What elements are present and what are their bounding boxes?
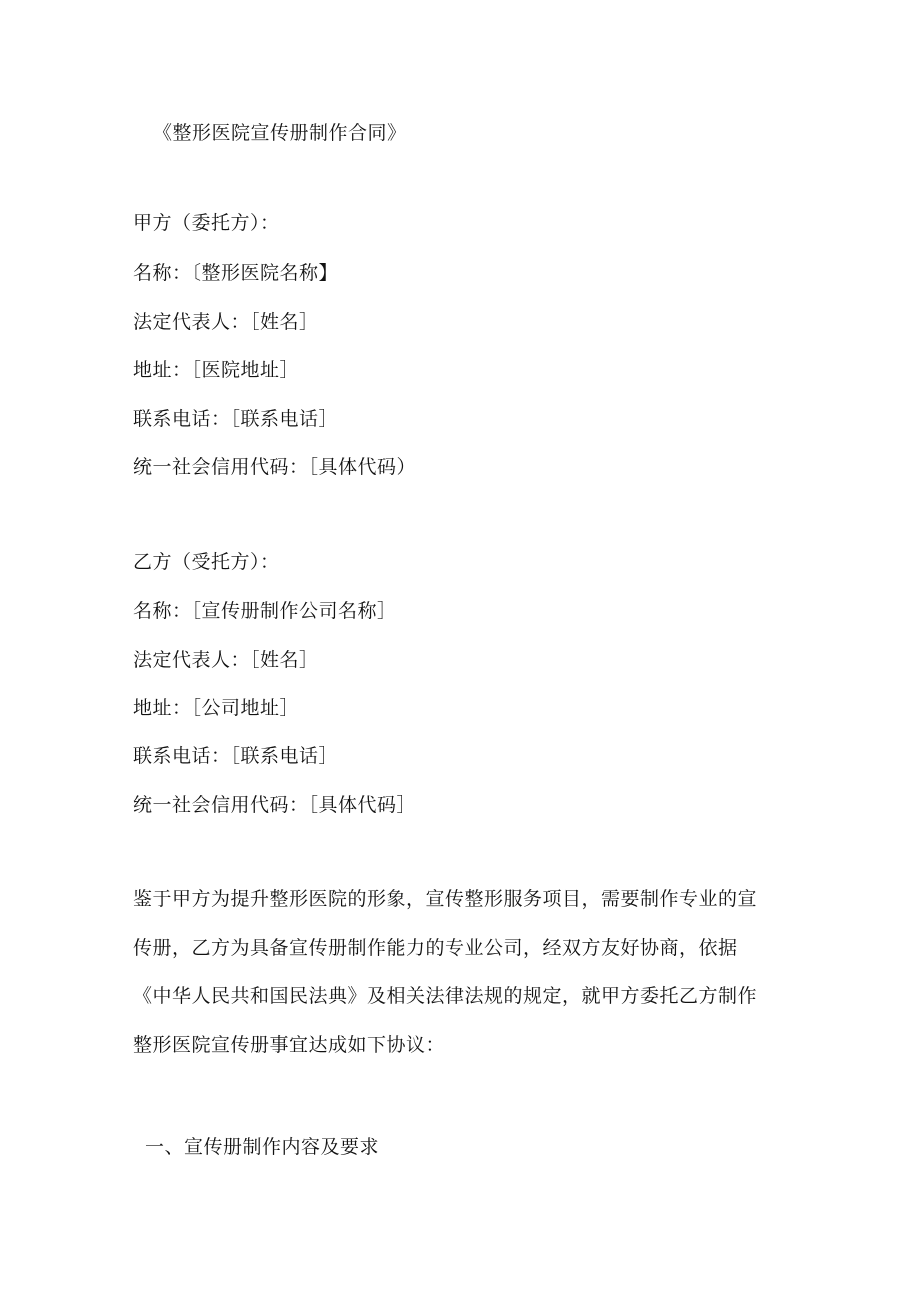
document-title: 《整形医院宣传册制作合同》 — [153, 122, 407, 144]
party-a-address: 地址：［医院地址］ — [133, 359, 300, 381]
preamble-line: 鉴于甲方为提升整形医院的形象，宣传整形服务项目，需要制作专业的宣 — [133, 888, 758, 910]
party-b-name: 名称：［宣传册制作公司名称］ — [133, 600, 397, 622]
preamble-line: 《中华人民共和国民法典》及相关法律法规的规定，就甲方委托乙方制作 — [133, 985, 758, 1007]
section-heading: 一、宣传册制作内容及要求 — [145, 1136, 380, 1158]
party-b-representative: 法定代表人：［姓名］ — [133, 649, 319, 671]
party-b-phone: 联系电话：［联系电话］ — [133, 745, 339, 767]
party-a-heading: 甲方（委托方）： — [133, 212, 280, 234]
party-a-representative: 法定代表人：［姓名］ — [133, 311, 319, 333]
party-a-credit-code: 统一社会信用代码：［具体代码） — [133, 456, 417, 478]
party-b-heading: 乙方（受托方）： — [133, 551, 280, 573]
preamble-line: 整形医院宣传册事宜达成如下协议： — [133, 1034, 446, 1056]
party-b-address: 地址：［公司地址］ — [133, 697, 300, 719]
party-a-name: 名称：〔整形医院名称】 — [133, 262, 339, 284]
preamble-line: 传册，乙方为具备宣传册制作能力的专业公司，经双方友好协商，依据 — [133, 937, 738, 959]
party-b-credit-code: 统一社会信用代码：［具体代码］ — [133, 794, 417, 816]
party-a-phone: 联系电话：［联系电话］ — [133, 408, 339, 430]
